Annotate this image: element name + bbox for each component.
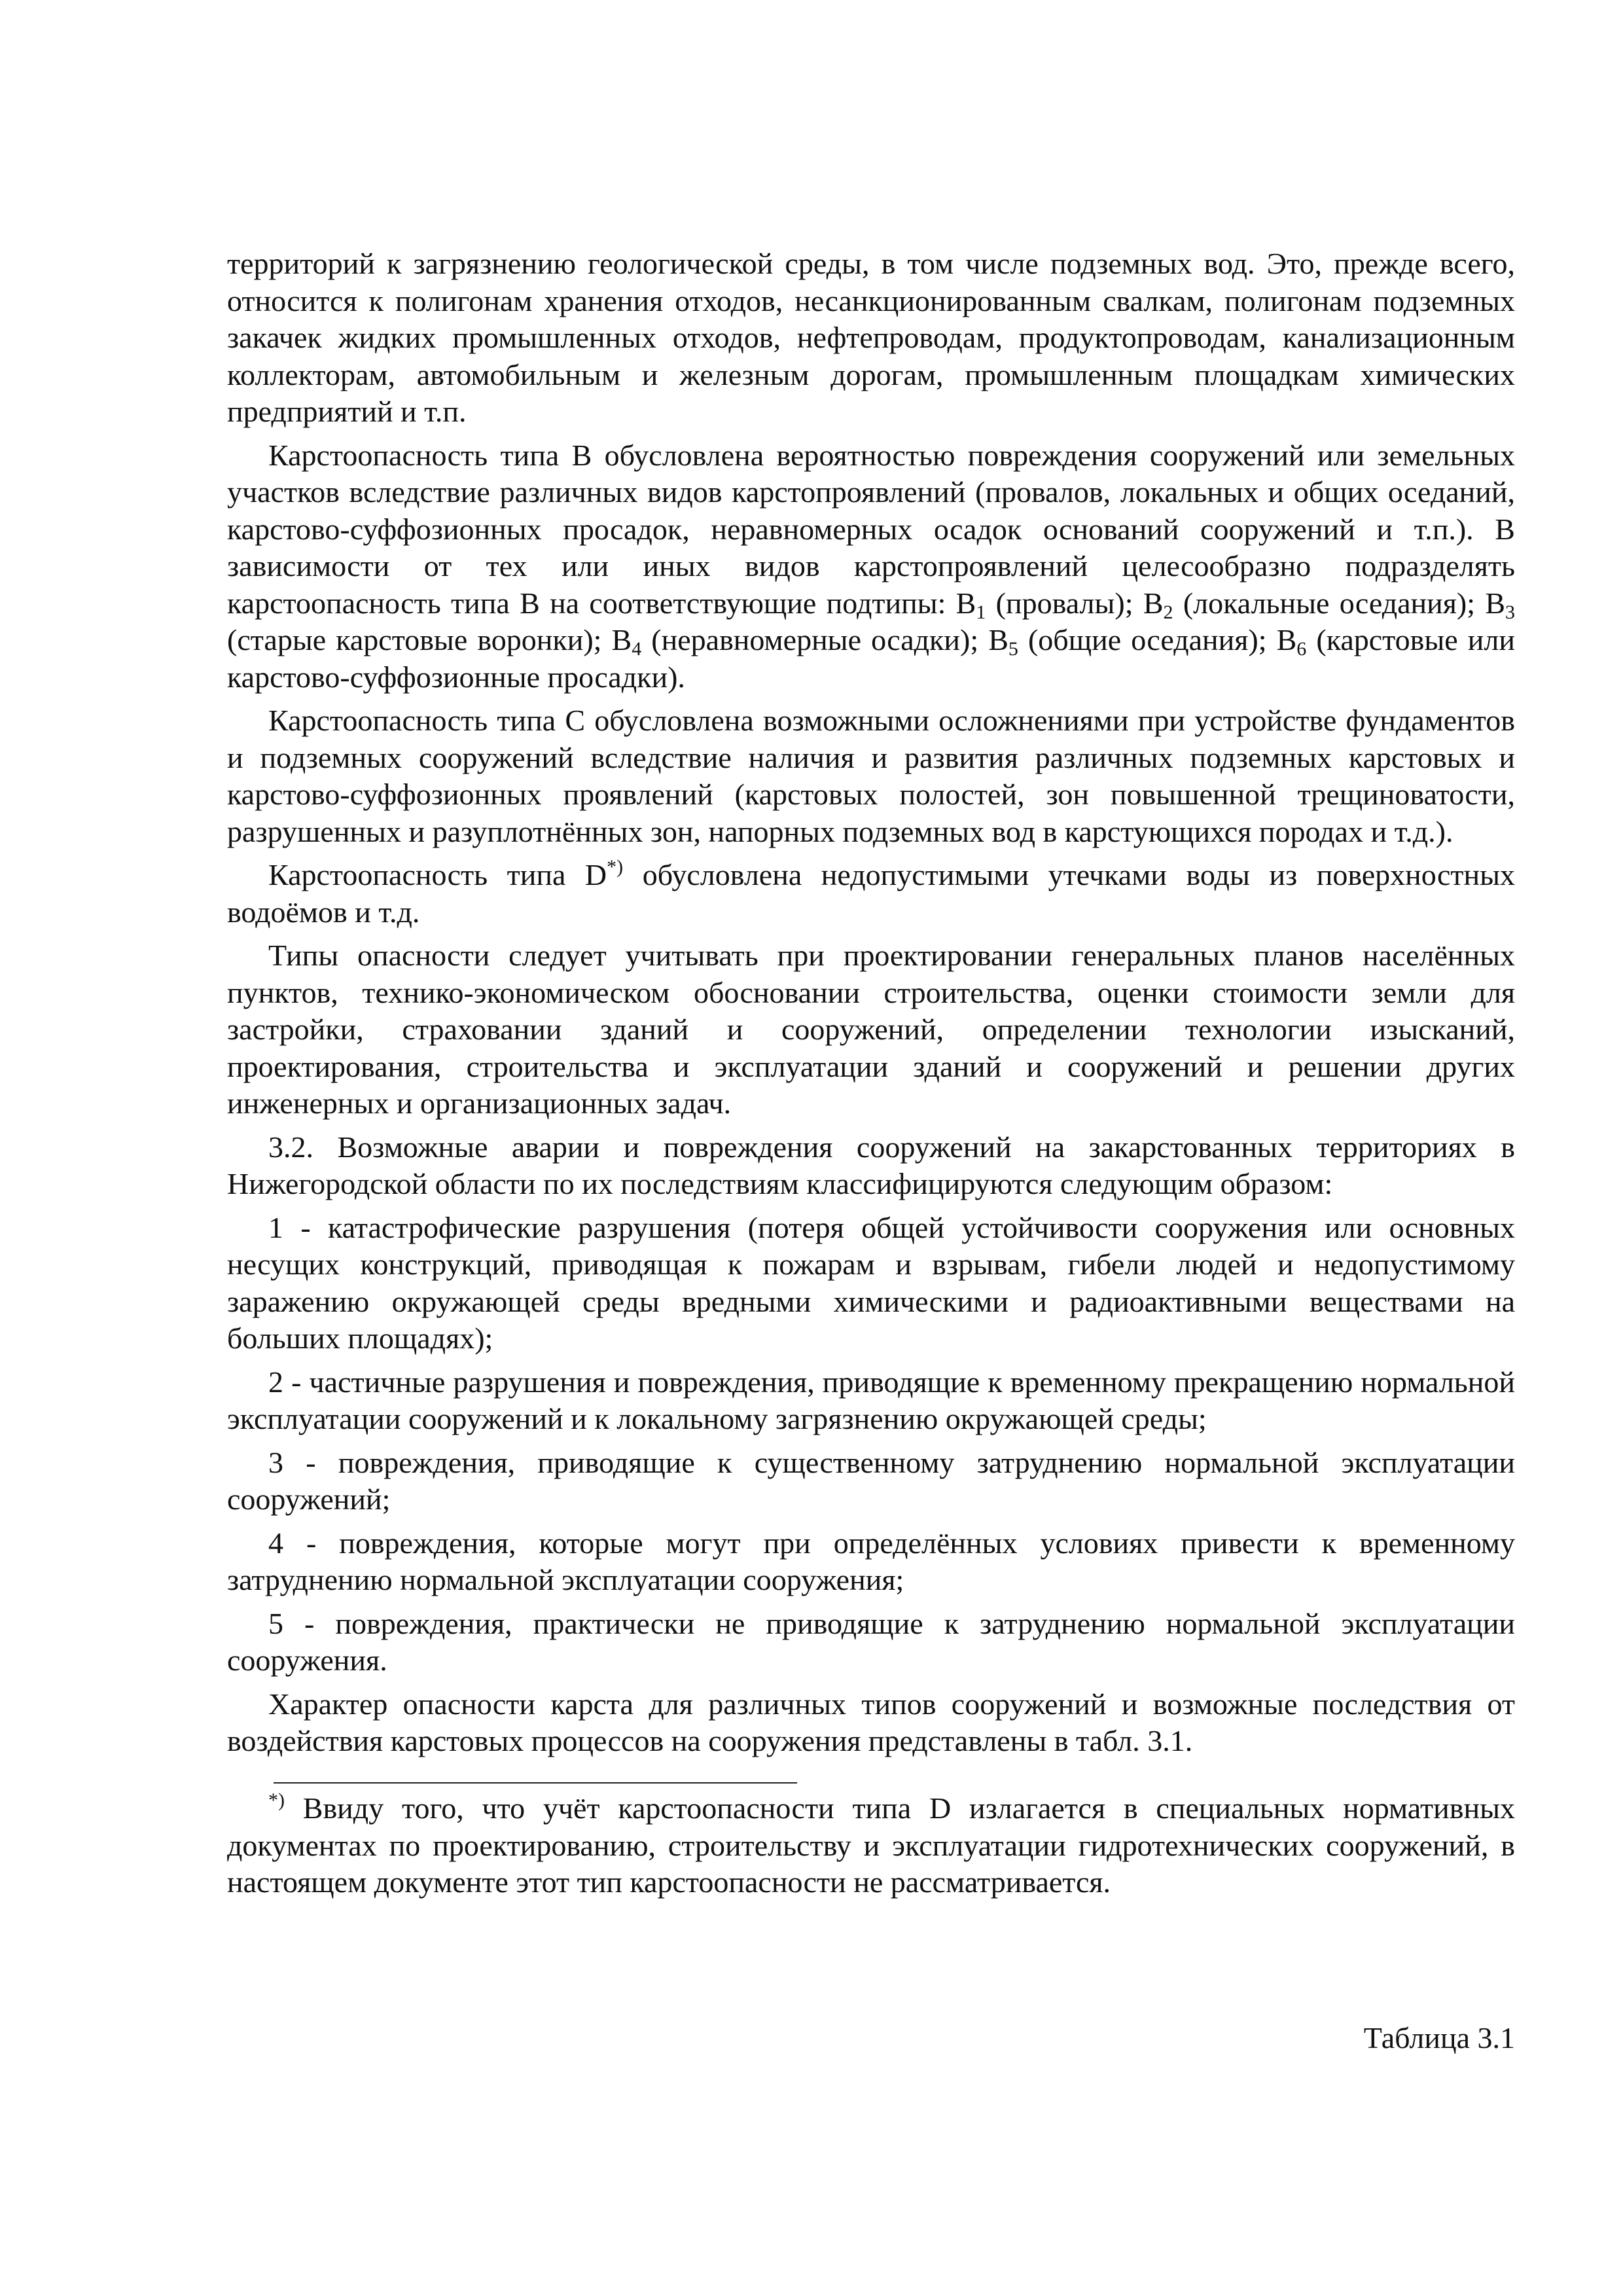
table-caption: Таблица 3.1: [1363, 2021, 1515, 2054]
paragraph-karst-type-d: Карстоопасность типа D*) обусловлена недопустимыми утечками воды из поверхностных водоёмов и т.д.: [227, 856, 1515, 929]
footnote: [227, 1790, 1515, 1901]
paragraph-hazard-types-usage: Типы опасности следует учитывать при проектировании генеральных планов населённых пунктов, технико-экономическом обосновании строительства, оценки стоимости земли для застройки, страховании зданий и сооружений, определении технологии изысканий, проектирования, строительства и эксплуатации зданий и сооружений и решении других инженерных и организационных задач.: [227, 939, 1515, 1120]
footnote-mark: *): [268, 1789, 285, 1811]
subscript: 6: [1296, 638, 1307, 660]
paragraph-karst-type-c: Карстоопасность типа С обусловлена возможными осложнениями при устройстве фундаментов и подземных сооружений вследствие наличия и развития различных подземных карстовых и карстово-суффозионных проявлений (карстовых полостей, зон повышенной трещиноватости, разрушенных и разуплотнённых зон, напорных подземных вод в карстующихся породах и т.д.).: [227, 704, 1515, 848]
subscript: 5: [1008, 638, 1018, 660]
paragraph-table-reference: Характер опасности карста для различных типов сооружений и возможные последствия от воздействия карстовых процессов на сооружения представлены в табл. 3.1.: [227, 1687, 1515, 1757]
list-item-damage-4: 4 - повреждения, которые могут при определённых условиях привести к временному затруднению нормальной эксплуатации сооружения;: [227, 1526, 1515, 1596]
list-item-damage-1: 1 - катастрофические разрушения (потеря общей устойчивости сооружения или основных несущих конструкций, приводящая к пожарам и взрывам, гибели людей и недопустимому заражению окружающей среды вредными химическими и радиоактивными веществами на больших площадях);: [227, 1210, 1515, 1355]
footnote-reference: *): [607, 856, 624, 878]
list-item-damage-5: 5 - повреждения, практически не приводящие к затруднению нормальной эксплуатации сооружения.: [227, 1606, 1515, 1677]
paragraph-pollution-territories: территорий к загрязнению геологической среды, в том числе подземных вод. Это, прежде всего, относится к полигонам хранения отходов, несанкционированным свалкам, полигонам подземных закачек жидких промышленных отходов, нефтепроводам, продуктопроводам, канализационным коллекторам, автомобильным и железным дорогам, промышленным площадкам химических предприятий и т.п.: [227, 247, 1515, 428]
paragraph-karst-type-b: Карстоопасность типа В обусловлена вероятностью повреждения сооружений или земельных участков вследствие различных видов карстопроявлений (провалов, локальных и общих оседаний, карстово-суффозионных просадок, неравномерных осадок оснований сооружений и т.п.). В зависимости от тех или иных видов карстопроявлений целесообразно подразделять карстоопасность типа В на соответствующие подтипы: $В_1$ (провалы); $В_2$ (локальные оседания); $В_3$ (старые карстовые воронки); $В_4$ (неравномерные осадки); $В_5$ (общие оседания); $В_6$ (карстовые или карстово-суффозионные просадки).: [227, 438, 1515, 694]
body-text: [227, 245, 1515, 1767]
footnote-text: Ввиду того, что учёт карстоопасности типа D излагается в специальных нормативных документах по проектированию, строительству и эксплуатации гидротехнических сооружений, в настоящем документе этот тип карстоопасности не рассматривается.: [227, 1791, 1515, 1899]
subscript: 4: [632, 638, 642, 660]
subscript: 3: [1505, 601, 1515, 623]
list-item-damage-2: 2 - частичные разрушения и повреждения, приводящие к временному прекращению нормальной эксплуатации сооружений и к локальному загрязнению окружающей среды;: [227, 1365, 1515, 1435]
subscript: 1: [976, 601, 986, 623]
paragraph-section-3-2: 3.2. Возможные аварии и повреждения сооружений на закарстованных территориях в Нижегородской области по их последствиям классифицируются следующим образом:: [227, 1130, 1515, 1200]
subscript: 2: [1163, 601, 1173, 623]
list-item-damage-3: 3 - повреждения, приводящие к существенному затруднению нормальной эксплуатации сооружений;: [227, 1445, 1515, 1516]
footnote-separator: [274, 1782, 797, 1784]
